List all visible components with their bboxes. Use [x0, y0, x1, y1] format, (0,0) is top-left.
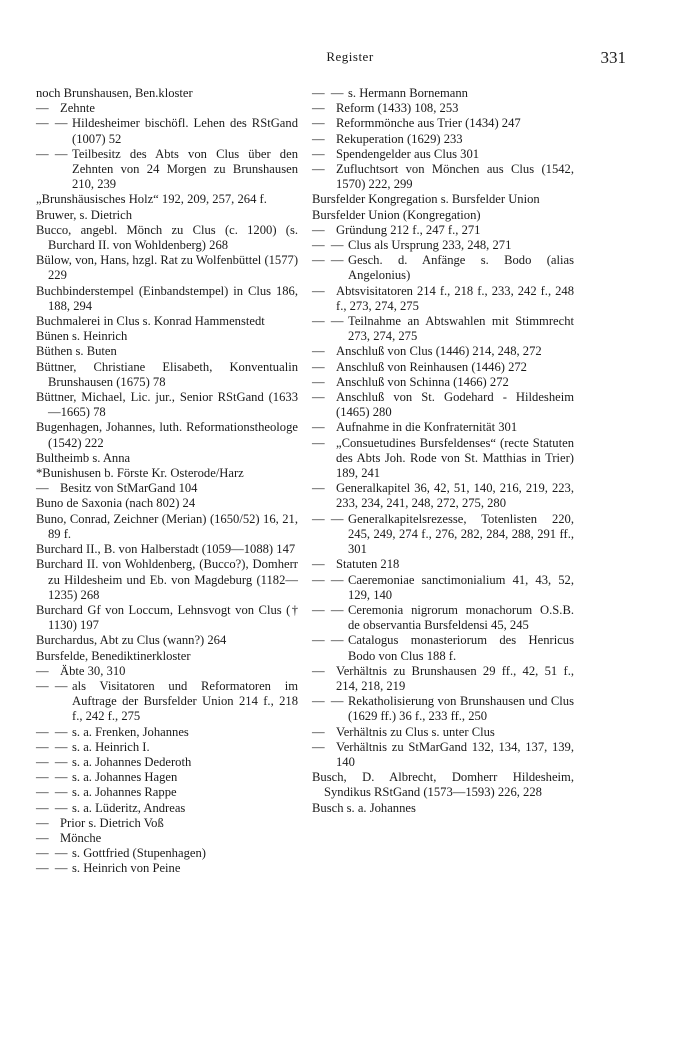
entry-text: Statuten 218 — [336, 557, 400, 572]
index-entry — [36, 420, 298, 450]
entry-text: Anschluß von Clus (1446) 214, 248, 272 — [336, 344, 542, 359]
entry-text: Buno de Saxonia (nach 802) 24 — [36, 496, 196, 511]
entry-text: Bruwer, s. Dietrich — [36, 207, 133, 222]
entry-dash: — — [312, 146, 325, 161]
entry-dash: — — [36, 830, 49, 845]
entry-text: Burchardus, Abt zu Clus (wann?) 264 — [36, 633, 227, 648]
index-entry — [312, 375, 574, 390]
index-entry — [36, 390, 298, 420]
entry-text: als Visitatoren und Reformatoren im Auftrage der Bursfelder Union 214 f., 218 f., 242 f., 275 — [72, 678, 298, 724]
entry-text: Zufluchtsort von Mönchen aus Clus (1542, 1570) 222, 299 — [336, 162, 574, 192]
entry-dash: — — [312, 724, 325, 739]
entry-text: Reform (1433) 108, 253 — [336, 101, 459, 116]
index-entry — [312, 116, 574, 131]
index-entry — [312, 633, 574, 663]
entry-text: Anschluß von Reinhausen (1446) 272 — [336, 359, 527, 374]
entry-dash: — — — [36, 724, 68, 739]
entry-text: s. Hermann Bornemann — [348, 86, 468, 100]
entry-text: s. Gottfried (Stupenhagen) — [72, 846, 206, 861]
index-entry — [36, 329, 298, 344]
index-entry — [36, 801, 298, 816]
entry-text: Abtsvisitatoren 214 f., 218 f., 233, 242 f., 248 f., 273, 274, 275 — [336, 283, 574, 313]
entry-text: Äbte 30, 310 — [60, 663, 126, 678]
entry-dash: — — [312, 162, 325, 177]
entry-text: Hildesheimer bischöfl. Lehen des RStGand (1007) 52 — [72, 116, 298, 146]
entry-dash: — — [312, 739, 325, 754]
entry-text: Bünen s. Heinrich — [36, 329, 128, 344]
entry-text: s. a. Frenken, Johannes — [72, 724, 189, 739]
entry-dash: — — [312, 481, 325, 496]
index-entry — [312, 512, 574, 558]
entry-text: s. a. Heinrich I. — [72, 739, 150, 754]
entry-text: Burchard Gf von Loccum, Lehnsvogt von Clus († 1130) 197 — [36, 602, 298, 633]
index-entry — [36, 360, 298, 390]
index-entry — [312, 573, 574, 603]
entry-text: s. a. Johannes Hagen — [72, 770, 178, 785]
index-entry — [312, 481, 574, 511]
index-entry — [312, 664, 574, 694]
entry-dash: — — — [36, 861, 68, 876]
entry-text: Catalogus monasteriorum des Henricus Bodo von Clus 188 f. — [348, 633, 574, 663]
entry-dash: — — [36, 101, 49, 116]
index-entry — [36, 725, 298, 740]
entry-text: s. a. Johannes Rappe — [72, 785, 177, 800]
entry-dash: — — — [36, 116, 68, 131]
index-entry — [36, 755, 298, 770]
index-entry — [36, 147, 298, 193]
entry-dash: — — — [312, 602, 344, 617]
index-entry — [312, 694, 574, 724]
index-entry — [36, 314, 298, 329]
index-entry — [312, 770, 574, 800]
index-entry — [36, 344, 298, 359]
index-entry — [312, 390, 574, 420]
index-entry — [36, 770, 298, 785]
entry-text: Burchard II., B. von Halberstadt (1059—1088) 147 — [36, 542, 296, 557]
entry-text: Bülow, von, Hans, hzgl. Rat zu Wolfenbüttel (1577) 229 — [36, 253, 299, 283]
index-entry — [36, 466, 298, 481]
index-entry — [36, 679, 298, 725]
entry-text: „Brunshäusisches Holz“ 192, 209, 257, 264 f. — [36, 192, 267, 207]
entry-text: Gründung 212 f., 247 f., 271 — [336, 222, 481, 237]
entry-text: Bultheimb s. Anna — [36, 450, 131, 465]
index-entry — [312, 557, 574, 572]
entry-dash: — — [312, 116, 325, 131]
entry-dash: — — — [36, 754, 68, 769]
index-entry — [36, 496, 298, 511]
index-entry — [312, 420, 574, 435]
entry-dash: — — — [312, 511, 344, 526]
index-entry — [312, 147, 574, 162]
entry-dash: — — [312, 283, 325, 298]
index-entry — [36, 86, 298, 101]
entry-text: Mönche — [60, 830, 102, 845]
index-column-left — [36, 86, 298, 877]
entry-text: Teilnahme an Abtswahlen mit Stimmrecht 273, 274, 275 — [348, 314, 574, 344]
index-entry — [36, 846, 298, 861]
index-entry — [312, 253, 574, 283]
entry-dash: — — — [36, 770, 68, 785]
entry-text: Besitz von StMarGand 104 — [60, 481, 198, 496]
entry-text: Gesch. d. Anfänge s. Bodo (alias Angelonius) — [348, 253, 574, 283]
entry-dash: — — — [312, 86, 344, 100]
index-entry — [312, 740, 574, 770]
index-entry — [36, 649, 298, 664]
entry-text: Rekuperation (1629) 233 — [336, 131, 463, 146]
entry-dash: — — [312, 435, 325, 450]
entry-text: Generalkapitel 36, 42, 51, 140, 216, 219, 223, 233, 234, 241, 248, 272, 275, 280 — [336, 481, 574, 511]
entry-text: Caeremoniae sanctimonialium 41, 43, 52, 129, 140 — [348, 572, 574, 602]
index-column-right — [312, 86, 574, 816]
entry-dash: — — [312, 374, 325, 389]
entry-dash: — — [312, 131, 325, 146]
entry-text: Büttner, Michael, Lic. jur., Senior RStGand (1633—1665) 78 — [36, 390, 298, 420]
index-entry — [36, 603, 298, 633]
index-entry — [36, 861, 298, 876]
entry-text: s. Heinrich von Peine — [72, 861, 181, 876]
index-entry — [312, 284, 574, 314]
entry-text: Bursfelde, Benediktinerkloster — [36, 648, 191, 663]
entry-text: Rekatholisierung von Brunshausen und Clus (1629 ff.) 36 f., 233 ff., 250 — [348, 694, 574, 724]
entry-text: Burchard II. von Wohldenberg, (Bucco?), Domherr zu Hildesheim und Eb. von Magdeburg (1182—1235) 268 — [36, 557, 298, 602]
index-entry — [36, 116, 298, 146]
entry-dash: — — — [312, 238, 344, 253]
index-entry — [36, 253, 298, 283]
entry-dash: — — [312, 420, 325, 435]
entry-text: Buno, Conrad, Zeichner (Merian) (1650/52) 16, 21, 89 f. — [36, 511, 298, 541]
entry-text: Ceremonia nigrorum monachorum O.S.B. de observantia Bursfeldensi 45, 245 — [348, 602, 574, 633]
entry-text: Bursfelder Kongregation s. Bursfelder Union — [312, 192, 540, 207]
entry-dash: — — — [312, 694, 344, 709]
index-entry — [312, 603, 574, 633]
entry-dash: — — [312, 101, 325, 116]
entry-text: Anschluß von St. Godehard - Hildesheim (1465) 280 — [336, 390, 574, 420]
index-entry — [312, 360, 574, 375]
entry-text: Bugenhagen, Johannes, luth. Reformationstheologe (1542) 222 — [36, 420, 298, 450]
entry-dash: — — [36, 481, 49, 496]
entry-text: Verhältnis zu Brunshausen 29 ff., 42, 51 f., 214, 218, 219 — [336, 663, 574, 693]
entry-text: s. a. Lüderitz, Andreas — [72, 800, 186, 815]
index-entry — [36, 451, 298, 466]
index-entry — [312, 801, 574, 816]
entry-dash: — — [312, 557, 325, 572]
index-entry — [312, 344, 574, 359]
entry-dash: — — — [312, 572, 344, 587]
entry-text: Buchmalerei in Clus s. Konrad Hammenstedt — [36, 314, 265, 329]
entry-text: s. a. Johannes Dederoth — [72, 754, 192, 769]
entry-text: Reformmönche aus Trier (1434) 247 — [336, 116, 521, 131]
entry-text: Aufnahme in die Konfraternität 301 — [336, 420, 518, 435]
entry-dash: — — [312, 359, 325, 374]
entry-dash: — — — [36, 785, 68, 800]
entry-text: Büttner, Christiane Elisabeth, Konventualin Brunshausen (1675) 78 — [36, 359, 298, 389]
index-entry — [312, 223, 574, 238]
entry-text: Verhältnis zu Clus s. unter Clus — [336, 724, 495, 739]
entry-dash: — — [312, 390, 325, 405]
index-entry — [36, 557, 298, 603]
index-entry — [312, 192, 574, 207]
index-entry — [36, 192, 298, 207]
entry-dash: — — — [36, 146, 68, 161]
running-head: Register — [326, 49, 374, 64]
page-number: 331 — [600, 48, 626, 67]
entry-text: noch Brunshausen, Ben.kloster — [36, 86, 193, 100]
entry-text: Prior s. Dietrich Voß — [60, 815, 164, 830]
entry-text: Teilbesitz des Abts von Clus über den Zehnten von 24 Morgen zu Brunshausen 210, 239 — [72, 146, 298, 192]
entry-text: „Consuetudines Bursfeldenses“ (recte Statuten des Abts Joh. Rode von St. Matthias in Trier) 189, 241 — [336, 435, 574, 481]
index-entry — [312, 101, 574, 116]
entry-dash: — — [36, 663, 49, 678]
index-entry — [36, 816, 298, 831]
index-entry — [36, 633, 298, 648]
index-entry — [36, 740, 298, 755]
index-entry — [36, 284, 298, 314]
index-entry — [312, 162, 574, 192]
index-entry — [312, 86, 574, 101]
index-entry — [36, 481, 298, 496]
index-entry — [312, 436, 574, 482]
index-entry — [36, 785, 298, 800]
entry-text: Spendengelder aus Clus 301 — [336, 146, 480, 161]
entry-text: Busch s. a. Johannes — [312, 800, 416, 815]
entry-text: Anschluß von Schinna (1466) 272 — [336, 374, 509, 389]
entry-text: Zehnte — [60, 101, 95, 116]
index-entry — [312, 314, 574, 344]
entry-text: Clus als Ursprung 233, 248, 271 — [348, 238, 512, 253]
entry-dash: — — — [312, 633, 344, 648]
entry-dash: — — [312, 663, 325, 678]
index-entry — [36, 101, 298, 116]
index-entry — [36, 831, 298, 846]
index-entry — [36, 223, 298, 253]
entry-text: Busch, D. Albrecht, Domherr Hildesheim, Syndikus RStGand (1573—1593) 226, 228 — [312, 770, 574, 800]
index-entry — [312, 132, 574, 147]
index-entry — [312, 208, 574, 223]
entry-text: Buchbinderstempel (Einbandstempel) in Clus 186, 188, 294 — [36, 283, 298, 313]
entry-text: Bursfelder Union (Kongregation) — [312, 207, 481, 222]
index-entry — [312, 238, 574, 253]
index-entry — [36, 664, 298, 679]
entry-dash: — — [312, 222, 325, 237]
index-entry — [36, 512, 298, 542]
entry-text: Verhältnis zu StMarGand 132, 134, 137, 139, 140 — [336, 739, 574, 769]
entry-dash: — — [36, 815, 49, 830]
entry-dash: — — — [312, 314, 344, 329]
entry-dash: — — — [36, 800, 68, 815]
index-entry — [312, 725, 574, 740]
index-entry — [36, 208, 298, 223]
entry-dash: — — — [36, 739, 68, 754]
entry-dash: — — [312, 344, 325, 359]
entry-text: Büthen s. Buten — [36, 344, 117, 359]
entry-dash: — — — [36, 846, 68, 861]
entry-dash: — — — [36, 678, 68, 693]
entry-text: *Bunishusen b. Förste Kr. Osterode/Harz — [36, 466, 244, 481]
index-entry — [36, 542, 298, 557]
entry-text: Bucco, angebl. Mönch zu Clus (c. 1200) (s. Burchard II. von Wohldenberg) 268 — [36, 222, 298, 253]
entry-dash: — — — [312, 253, 344, 268]
entry-text: Generalkapitelsrezesse, Totenlisten 220, 245, 249, 274 f., 276, 282, 284, 288, 291 ff., 301 — [348, 511, 574, 557]
